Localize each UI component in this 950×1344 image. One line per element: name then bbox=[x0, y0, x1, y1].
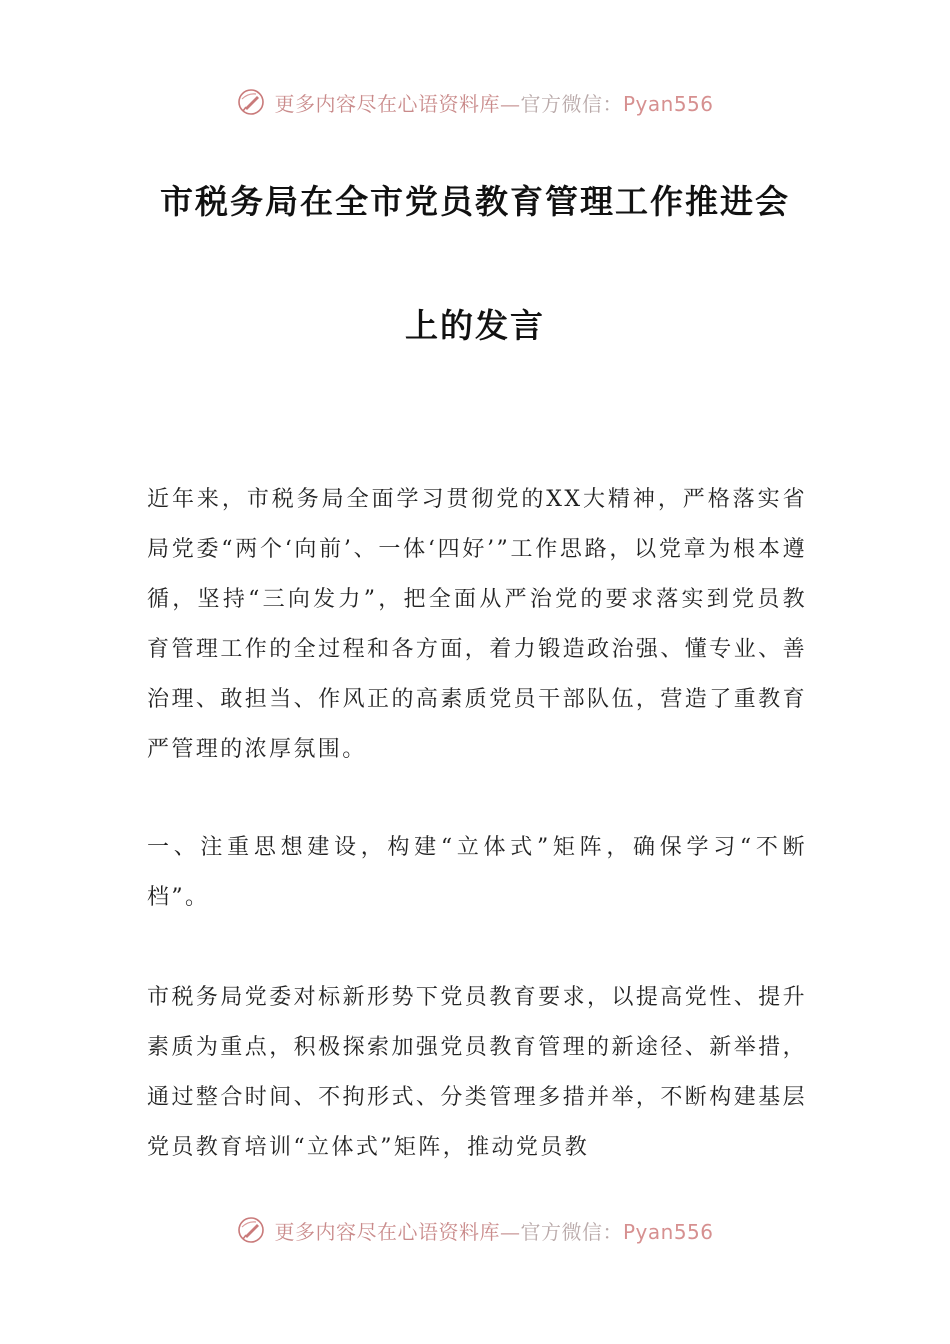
watermark-library-text: 更多内容尽在心语资料库 bbox=[274, 1219, 500, 1244]
watermark-text bbox=[274, 1216, 713, 1245]
watermark-wechat-id: Pyan556 bbox=[622, 1219, 714, 1244]
paragraph-section-1: 市税务局党委对标新形势下党员教育要求，以提高党性、提升素质为重点，积极探索加强党员教育管理的新途径、新举措，通过整合时间、不拘形式、分类管理多措并举，不断构建基层党员教育培训“立体式”矩阵，推动党员教 bbox=[147, 985, 807, 1160]
document-title-line-2: 上的发言 bbox=[405, 306, 545, 345]
watermark-text bbox=[274, 88, 713, 117]
watermark-dash: — bbox=[499, 1219, 521, 1244]
watermark-header bbox=[0, 82, 950, 122]
watermark-wechat-label: 官方微信： bbox=[520, 91, 623, 116]
section-heading-1: 一、注重思想建设，构建“立体式”矩阵，确保学习“不断档”。 bbox=[147, 835, 807, 910]
watermark-dash: — bbox=[499, 91, 521, 116]
quill-pen-logo-icon bbox=[236, 1215, 266, 1245]
quill-pen-logo-icon bbox=[236, 87, 266, 117]
document-title-line-1: 市税务局在全市党员教育管理工作推进会 bbox=[160, 182, 790, 221]
watermark-footer bbox=[0, 1210, 950, 1250]
watermark-wechat-label: 官方微信： bbox=[520, 1219, 623, 1244]
watermark-library-text: 更多内容尽在心语资料库 bbox=[274, 91, 500, 116]
paragraph-intro: 近年来，市税务局全面学习贯彻党的XX大精神，严格落实省局党委“两个‘向前’、一体‘四好’”工作思路，以党章为根本遵循，坚持“三向发力”，把全面从严治党的要求落实到党员教育管理工作的全过程和各方面，着力锻造政治强、懂专业、善治理、敢担当、作风正的高素质党员干部队伍，营造了重教育严管理的浓厚氛围。 bbox=[147, 487, 807, 762]
watermark-wechat-id: Pyan556 bbox=[622, 91, 714, 116]
